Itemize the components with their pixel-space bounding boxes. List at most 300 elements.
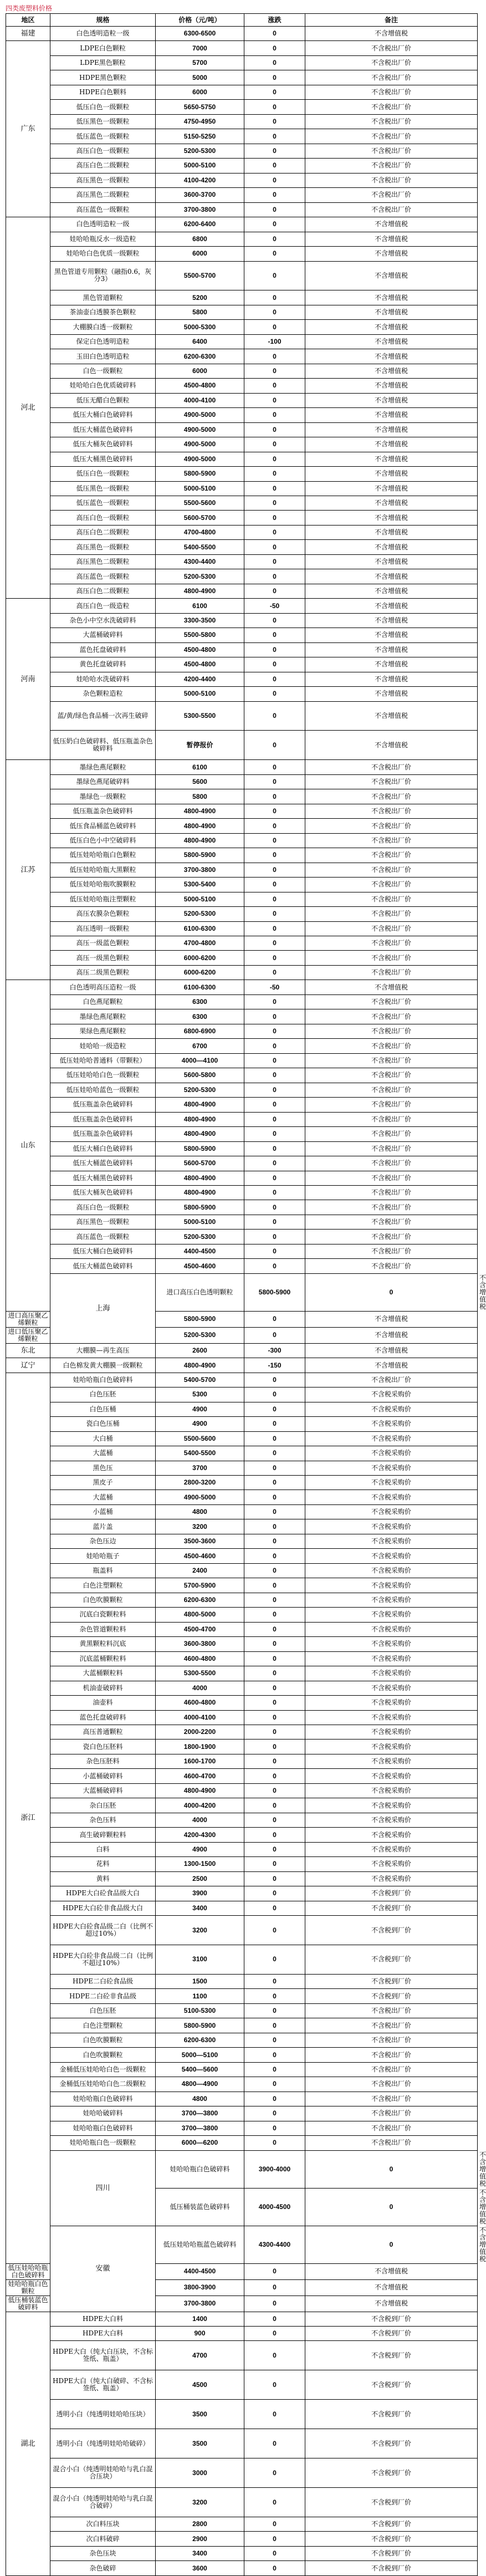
change-cell: 0: [244, 2092, 305, 2106]
note-cell: 不含增值税: [305, 701, 478, 731]
price-cell: 4800-4900: [156, 1783, 244, 1798]
table-row: [6, 202, 478, 217]
price-cell: 4100-4200: [156, 173, 244, 187]
price-cell: 4900-5000: [156, 1490, 244, 1504]
spec-cell: 混合小白（纯透明娃哈哈与乳白混合破碎）: [50, 2488, 156, 2517]
change-cell: 0: [244, 159, 305, 173]
change-cell: 0: [244, 1039, 305, 1053]
note-cell: 不含税出厂价: [305, 1156, 478, 1171]
note-cell: 不含税出厂价: [305, 789, 478, 804]
note-cell: 不含税出厂价: [305, 2077, 478, 2092]
spec-cell: 墨绿色一级颗粒: [50, 789, 156, 804]
price-cell: 2500: [156, 1871, 244, 1886]
region-cell: 河北: [6, 217, 50, 599]
table-row: [6, 393, 478, 407]
spec-cell: 高压白色二级颗粒: [50, 525, 156, 539]
region-cell: 四川: [50, 2150, 156, 2226]
price-cell: 1400: [156, 2312, 244, 2326]
note-cell: 不含税采购价: [305, 1769, 478, 1783]
table-row: [6, 2048, 478, 2062]
spec-cell: 高压白色一级颗粒: [50, 511, 156, 525]
table-row: [6, 2033, 478, 2047]
note-cell: 不含税采购价: [305, 1622, 478, 1636]
note-cell: 不含增值税: [305, 422, 478, 437]
table-row: [6, 2121, 478, 2135]
table-row: [6, 701, 478, 731]
change-cell: 0: [244, 2033, 305, 2047]
spec-cell: 白色透明造粒一级: [50, 217, 156, 232]
table-row: [6, 1053, 478, 1068]
price-cell: 5000-5100: [156, 481, 244, 496]
spec-cell: 瓷白色压桶: [50, 1417, 156, 1431]
table-row: [6, 1009, 478, 1024]
change-cell: 0: [244, 1185, 305, 1200]
table-row: [6, 569, 478, 584]
note-cell: 不含增值税: [305, 584, 478, 598]
change-cell: 0: [305, 2226, 478, 2263]
table-row: [6, 1230, 478, 1244]
region-cell: 广东: [6, 41, 50, 217]
spec-cell: 杂色压料: [50, 1813, 156, 1827]
price-cell: 6000—6200: [156, 2136, 244, 2150]
note-cell: 不含税出厂价: [305, 1171, 478, 1185]
note-cell: 不含税采购价: [305, 1798, 478, 1813]
price-cell: 4000—4100: [156, 1053, 244, 1068]
spec-cell: 低压娃哈哈瓶吹膜颗粒: [50, 878, 156, 892]
price-cell: 4600-4800: [156, 1696, 244, 1710]
change-cell: 0: [244, 921, 305, 936]
note-cell: 不含税出厂价: [305, 1185, 478, 1200]
note-cell: 不含税到厂价: [305, 2429, 478, 2458]
table-row: [6, 2312, 478, 2326]
change-cell: 0: [244, 2296, 305, 2312]
table-row: [6, 1171, 478, 1185]
table-row: [6, 554, 478, 569]
note-cell: 不含税出厂价: [305, 951, 478, 965]
change-cell: 0: [244, 1901, 305, 1915]
change-cell: 0: [244, 305, 305, 319]
table-row: [6, 379, 478, 393]
change-cell: 0: [244, 1461, 305, 1475]
table-row: [6, 599, 478, 613]
change-cell: 0: [244, 1519, 305, 1534]
price-cell: 4750-4950: [156, 114, 244, 129]
note-cell: 不含增值税: [305, 687, 478, 701]
price-cell: 4000: [156, 1681, 244, 1695]
header-spec: 规格: [50, 14, 156, 27]
table-row: [6, 452, 478, 466]
table-row: [6, 496, 478, 510]
spec-cell: 大蓝桶: [50, 1446, 156, 1461]
spec-cell: 白色注塑颗粒: [50, 2018, 156, 2033]
spec-cell: HDPE大白（纯大白破碎、不含标签纸、瓶盖）: [50, 2370, 156, 2400]
change-cell: 0: [244, 657, 305, 672]
price-cell: 4000-4200: [156, 1798, 244, 1813]
change-cell: 0: [244, 364, 305, 378]
table-row: [6, 848, 478, 863]
spec-cell: 娃哈哈瓶白色破碎料: [50, 2121, 156, 2135]
spec-cell: 低压瓶盖杂色破碎料: [50, 1127, 156, 1141]
price-cell: 暂停报价: [156, 731, 244, 760]
table-row: [6, 994, 478, 1009]
price-cell: 3700: [156, 1461, 244, 1475]
change-cell: 0: [244, 129, 305, 144]
table-row: [6, 672, 478, 686]
table-row: [6, 1519, 478, 1534]
table-row: [6, 1068, 478, 1083]
price-cell: 6300: [156, 994, 244, 1009]
table-row: [6, 247, 478, 261]
spec-cell: 小蓝桶: [50, 1504, 156, 1519]
change-cell: 0: [244, 511, 305, 525]
price-cell: 2600: [156, 1343, 244, 1358]
table-row: [6, 1901, 478, 1915]
price-cell: 3200: [156, 1916, 244, 1945]
note-cell: 不含税出厂价: [305, 100, 478, 114]
spec-cell: 娃哈哈瓶白色破碎料: [156, 2150, 244, 2188]
price-cell: 5000-5100: [156, 892, 244, 906]
spec-cell: 白色压胚: [50, 1388, 156, 1402]
price-cell: 4900-5000: [156, 437, 244, 452]
note-cell: 不含增值税: [305, 657, 478, 672]
note-cell: 不含税出厂价: [305, 936, 478, 951]
price-cell: 4800-4900: [156, 819, 244, 833]
price-cell: 5000: [156, 70, 244, 85]
table-row: [6, 878, 478, 892]
note-cell: 不含税采购价: [305, 1593, 478, 1607]
price-cell: 5650-5750: [156, 100, 244, 114]
table-row: [6, 1490, 478, 1504]
price-cell: 3700-3800: [156, 2296, 244, 2312]
spec-cell: 白料: [50, 1842, 156, 1856]
spec-cell: 低压奶白色破碎料、低压瓶盖杂色破碎料: [50, 731, 156, 760]
price-cell: 5800-5900: [156, 467, 244, 481]
header-region: 地区: [6, 14, 50, 27]
price-cell: 1100: [156, 1989, 244, 2003]
note-cell: 不含增值税: [305, 2263, 478, 2279]
spec-cell: 白色一级颗粒: [50, 364, 156, 378]
change-cell: 0: [244, 1593, 305, 1607]
price-cell: 900: [156, 2327, 244, 2341]
note-cell: 不含税出厂价: [305, 2106, 478, 2121]
change-cell: 0: [244, 1710, 305, 1725]
note-cell: 不含税出厂价: [305, 1083, 478, 1097]
table-row: [6, 2488, 478, 2517]
note-cell: 不含税采购价: [305, 1461, 478, 1475]
spec-cell: 机油壶破碎料: [50, 1681, 156, 1695]
note-cell: 不含税到厂价: [305, 2370, 478, 2400]
price-cell: 4200-4300: [156, 1828, 244, 1842]
price-cell: 6100: [156, 599, 244, 613]
table-row: [6, 70, 478, 85]
price-cell: 3200: [156, 1519, 244, 1534]
change-cell: 0: [244, 55, 305, 70]
price-cell: 4300-4400: [244, 2226, 305, 2263]
change-cell: 0: [244, 202, 305, 217]
spec-cell: 大蓝桶: [50, 1490, 156, 1504]
note-cell: 不含税到厂价: [305, 1974, 478, 1988]
table-row: [6, 833, 478, 848]
note-cell: 不含税出厂价: [305, 907, 478, 921]
table-row: [6, 892, 478, 906]
note-cell: 不含税采购价: [305, 1549, 478, 1563]
table-row: [6, 1696, 478, 1710]
table-row: [6, 1666, 478, 1681]
header-price: 价格（元/吨）: [156, 14, 244, 27]
table-row: [6, 1402, 478, 1416]
price-cell: 6000: [156, 364, 244, 378]
spec-cell: 低压大桶蓝色破碎料: [50, 1156, 156, 1171]
table-row: [6, 144, 478, 158]
note-cell: 不含增值税: [305, 408, 478, 422]
change-cell: 0: [244, 1431, 305, 1446]
change-cell: 0: [244, 2136, 305, 2150]
spec-cell: 杂白压胚: [50, 1798, 156, 1813]
change-cell: 0: [244, 1666, 305, 1681]
price-cell: 3700—3800: [156, 2106, 244, 2121]
spec-cell: 低压蓝色一级颗粒: [50, 496, 156, 510]
table-row: [6, 1343, 478, 1358]
change-cell: 0: [244, 701, 305, 731]
change-cell: 0: [244, 1476, 305, 1490]
note-cell: 不含增值税: [305, 334, 478, 349]
table-body: [6, 27, 486, 2576]
price-cell: 4700-4800: [156, 525, 244, 539]
price-cell: 1500: [156, 1974, 244, 1988]
note-cell: 不含税出厂价: [305, 2018, 478, 2033]
note-cell: 不含增值税: [305, 320, 478, 334]
table-row: [6, 2400, 478, 2429]
note-cell: 不含税采购价: [305, 1417, 478, 1431]
table-row: [6, 1798, 478, 1813]
change-cell: 0: [244, 584, 305, 598]
price-cell: 3400: [156, 1901, 244, 1915]
table-row: [6, 2106, 478, 2121]
note-cell: 不含税采购价: [305, 1696, 478, 1710]
price-cell: 4800-4900: [156, 804, 244, 818]
table-row: [6, 1725, 478, 1739]
region-cell: 湖北: [6, 2312, 50, 2575]
table-row: [6, 819, 478, 833]
note-cell: 不含税到厂价: [305, 2458, 478, 2488]
note-cell: 不含税采购价: [305, 1681, 478, 1695]
change-cell: 0: [244, 569, 305, 584]
change-cell: 0: [244, 1651, 305, 1666]
note-cell: 不含增值税: [305, 642, 478, 657]
spec-cell: HDPE白色颗料: [50, 85, 156, 99]
table-row: [6, 2429, 478, 2458]
table-row: [6, 1622, 478, 1636]
table-row: [6, 217, 478, 232]
change-cell: 0: [244, 1112, 305, 1126]
table-row: [6, 2546, 478, 2560]
change-cell: 0: [244, 290, 305, 305]
spec-cell: 保定白色透明造粒: [50, 334, 156, 349]
change-cell: 0: [244, 804, 305, 818]
spec-cell: 进口高压聚乙烯颗粒: [6, 1311, 50, 1327]
table-row: [6, 525, 478, 539]
price-cell: 6200-6300: [156, 1593, 244, 1607]
spec-cell: 黄黑颗粒料沉底: [50, 1637, 156, 1651]
change-cell: 0: [244, 261, 305, 290]
note-cell: 不含税出厂价: [305, 188, 478, 202]
price-cell: 6100-6300: [156, 980, 244, 994]
price-cell: 6800-6900: [156, 1024, 244, 1038]
note-cell: 不含税到厂价: [305, 2312, 478, 2326]
table-row: [6, 1024, 478, 1038]
spec-cell: 低压娃哈哈蓝色一级颗粒: [50, 1083, 156, 1097]
note-cell: 不含税采购价: [305, 1608, 478, 1622]
spec-cell: 果绿色燕尾颗粒: [50, 1024, 156, 1038]
table-header-row: [6, 14, 478, 27]
spec-cell: 低压瓶盖杂色破碎料: [50, 1098, 156, 1112]
spec-cell: 低压桶装蓝色破碎料: [156, 2188, 244, 2226]
note-cell: 不含税出厂价: [305, 1068, 478, 1083]
price-cell: 4000-4100: [156, 393, 244, 407]
spec-cell: 白色透明造粒一级: [50, 27, 156, 41]
note-cell: 不含税到厂价: [305, 2532, 478, 2546]
spec-cell: 高压黑色一级颗粒: [50, 540, 156, 554]
change-cell: 0: [244, 1637, 305, 1651]
note-cell: 不含增值税: [305, 2296, 478, 2312]
spec-cell: 高压一级黑色颗粒: [50, 951, 156, 965]
note-cell: 不含税出厂价: [305, 2048, 478, 2062]
price-cell: 4900-5000: [156, 408, 244, 422]
note-cell: 不含税采购价: [305, 1813, 478, 1827]
note-cell: 不含税采购价: [305, 1578, 478, 1593]
spec-cell: 蓝片盖: [50, 1519, 156, 1534]
note-cell: 不含增值税: [305, 261, 478, 290]
spec-cell: 蓝色托盘破碎料: [50, 642, 156, 657]
price-cell: 5300: [156, 1388, 244, 1402]
note-cell: 不含增值税: [305, 540, 478, 554]
change-cell: 0: [244, 1945, 305, 1975]
change-cell: 0: [244, 1009, 305, 1024]
spec-cell: 蓝色托盘破碎料: [50, 1710, 156, 1725]
price-cell: 5800-5900: [156, 2018, 244, 2033]
note-cell: 不含税出厂价: [305, 1200, 478, 1215]
price-cell: 5500-5600: [156, 496, 244, 510]
spec-cell: 透明小白（纯透明娃哈哈压块）: [50, 2400, 156, 2429]
table-row: [6, 408, 478, 422]
table-row: [6, 159, 478, 173]
spec-cell: 瓷白色压胚料: [50, 1740, 156, 1754]
change-cell: 0: [244, 1098, 305, 1112]
table-row: [6, 907, 478, 921]
spec-cell: 低压无醋白色颗粒: [50, 393, 156, 407]
table-row: 上海 进口高压白色透明颗粒 5800-5900 0 不含增值税: [6, 1273, 478, 1311]
change-cell: 0: [244, 320, 305, 334]
table-row: 低压桶装蓝色破碎料 4000-4500 0 不含增值税: [6, 2188, 478, 2226]
change-cell: 0: [244, 760, 305, 774]
table-row: [6, 863, 478, 877]
table-row: [6, 305, 478, 319]
price-cell: 4400-4500: [156, 2263, 244, 2279]
spec-cell: 墨绿色燕尾颗粒: [50, 1009, 156, 1024]
note-cell: 不含税出厂价: [305, 2121, 478, 2135]
change-cell: 0: [244, 1608, 305, 1622]
note-cell: 不含税出厂价: [305, 1112, 478, 1126]
spec-cell: 金桶低压娃哈哈白色一级颗粒: [50, 2062, 156, 2077]
price-cell: 2900: [156, 2532, 244, 2546]
note-cell: 不含税出厂价: [305, 1024, 478, 1038]
spec-cell: 低压瓶盖杂色破碎料: [50, 1112, 156, 1126]
change-cell: 0: [244, 642, 305, 657]
change-cell: 0: [244, 2429, 305, 2458]
spec-cell: 娃哈哈瓶白色破碎料: [50, 1373, 156, 1387]
spec-cell: HDPE大白（纯大白压块，不含标签纸、瓶盖）: [50, 2341, 156, 2370]
spec-cell: 金桶低压娃哈哈白色二级颗粒: [50, 2077, 156, 2092]
note-cell: 不含税到厂价: [305, 2561, 478, 2575]
table-row: [6, 1989, 478, 2003]
spec-cell: HDPE大白料: [50, 2312, 156, 2326]
price-cell: 3900-4000: [244, 2150, 305, 2188]
change-cell: 0: [244, 100, 305, 114]
change-cell: 0: [244, 85, 305, 99]
price-cell: 4800-4900: [156, 584, 244, 598]
spec-cell: 高压蓝色一级颗粒: [50, 1230, 156, 1244]
table-row: [6, 965, 478, 980]
price-cell: 3500: [156, 2400, 244, 2429]
table-row: [6, 2458, 478, 2488]
note-cell: 不含税到厂价: [305, 1901, 478, 1915]
change-cell: 0: [244, 2121, 305, 2135]
table-row: [6, 1886, 478, 1901]
price-cell: 5200-5300: [156, 1230, 244, 1244]
price-cell: 5400-5500: [156, 540, 244, 554]
table-row: [6, 1828, 478, 1842]
change-cell: 0: [244, 496, 305, 510]
table-row: [6, 481, 478, 496]
table-row: [6, 760, 478, 774]
spec-cell: 低压黑色一级颗粒: [50, 114, 156, 129]
table-row: [6, 2077, 478, 2092]
table-row: [6, 1534, 478, 1548]
change-cell: 0: [244, 2077, 305, 2092]
change-cell: 0: [244, 1916, 305, 1945]
note-cell: 不含税出厂价: [305, 144, 478, 158]
spec-cell: 大棚膜白透一级颗粒: [50, 320, 156, 334]
spec-cell: 高压白色一级颗粒: [50, 144, 156, 158]
table-row: [6, 422, 478, 437]
change-cell: 0: [244, 70, 305, 85]
change-cell: 0: [244, 1783, 305, 1798]
table-row: [6, 1563, 478, 1578]
price-cell: 5300-5500: [156, 701, 244, 731]
change-cell: 0: [244, 1696, 305, 1710]
table-row: [6, 1039, 478, 1053]
spec-cell: 高压蓝色一级颗粒: [50, 202, 156, 217]
spec-cell: 高压一级蓝色颗粒: [50, 936, 156, 951]
price-cell: 4700-4800: [156, 936, 244, 951]
table-row: [6, 1185, 478, 1200]
price-cell: 1800-1900: [156, 1740, 244, 1754]
spec-cell: 低压大桶灰色破碎料: [50, 1185, 156, 1200]
note-cell: 不含税出厂价: [305, 2003, 478, 2018]
table-row: [6, 774, 478, 789]
table-row: 安徽 低压娃哈哈瓶蓝色破碎料 4300-4400 0 不含增值税: [6, 2226, 478, 2263]
price-cell: 4800-4900: [156, 1127, 244, 1141]
spec-cell: 低压娃哈哈瓶白色颗粒: [50, 848, 156, 863]
table-row: [6, 2136, 478, 2150]
note-cell: 不含增值税: [305, 731, 478, 760]
price-cell: 3700-3800: [156, 202, 244, 217]
spec-cell: 墨绿色燕尾颗粒: [50, 760, 156, 774]
change-cell: 0: [244, 1798, 305, 1813]
spec-cell: 大蓝桶破碎料: [50, 1783, 156, 1798]
spec-cell: 低压大桶白色破碎料: [50, 1244, 156, 1258]
note-cell: 不含税出厂价: [305, 114, 478, 129]
